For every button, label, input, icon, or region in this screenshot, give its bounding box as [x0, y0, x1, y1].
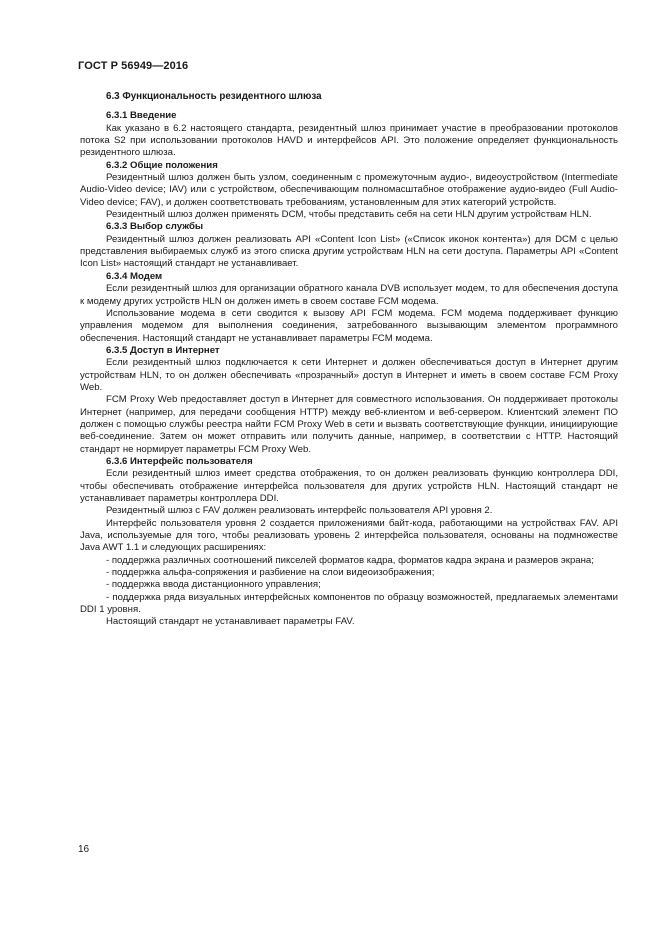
subsection-title-intro: 6.3.1 Введение	[106, 110, 177, 122]
list-item: - поддержка различных соотношений пикселей форматов кадра, форматов кадра экрана и размеров экрана;	[106, 554, 594, 566]
paragraph: Резидентный шлюз с FAV должен реализовать интерфейс пользователя API уровня 2.	[106, 505, 493, 517]
list-item: - поддержка ввода дистанционного управления;	[106, 579, 321, 591]
subsection-title-user-interface: 6.3.6 Интерфейс пользователя	[106, 455, 253, 467]
list-item: - поддержка альфа-сопряжения и разбиение на слои видеоизображения;	[106, 567, 435, 579]
subsection-title-modem: 6.3.4 Модем	[106, 270, 163, 282]
subsection-title-general: 6.3.2 Общие положения	[106, 159, 218, 171]
paragraph: Если резидентный шлюз имеет средства отображения, то он должен реализовать функцию контроллера DDI, чтобы обеспечивать отображение интерфейса пользователя для других устройств HLN. Настоящий стандарт не устанавливает параметры контроллера DDI.	[80, 468, 618, 504]
paragraph: Использование модема в сети сводится к вызову API FCM модема. FCM модема поддерживает функцию управления модемом для выполнения соединения, затребованного вызывающим элементом программного обеспечения. Настоящий стандарт не устанавливает параметры FCM модема.	[80, 307, 618, 344]
document-body	[80, 91, 618, 629]
paragraph: Резидентный шлюз должен применять DCM, чтобы представить себя на сети HLN другим устройствам HLN.	[106, 209, 592, 221]
paragraph: Резидентный шлюз должен реализовать API «Content Icon List» («Список иконок контента») для DCM с целью представления выбираемых служб из этого списка другим устройствам HLN на сети доступа. Параметры API «Content Icon List» настоящий стандарт не устанавливает.	[80, 233, 618, 270]
paragraph: Настоящий стандарт не устанавливает параметры FAV.	[106, 616, 355, 628]
section-title: 6.3 Функциональность резидентного шлюза	[106, 91, 322, 102]
subsection-title-internet-access: 6.3.5 Доступ в Интернет	[106, 344, 220, 356]
paragraph: Если резидентный шлюз подключается к сети Интернет и должен обеспечиваться доступ в Интернет другим устройствам HLN, то он должен обеспечивать «прозрачный» доступ в Интернет и иметь в своем составе FCM Proxy Web.	[80, 357, 618, 393]
paragraph: Если резидентный шлюз для организации обратного канала DVB использует модем, то для обеспечения доступа к модему других устройств HLN он должен иметь в своем составе FCM модема.	[80, 283, 618, 307]
paragraph: FCM Proxy Web предоставляет доступ в Интернет для совместного использования. Он поддерживает протоколы Интернет (например, для передачи сообщения HTTP) между веб-клиентом и веб-сервером. Клиентский элемент ПО должен с помощью службы реестра найти FCM Proxy Web в сети и вызвать соответствующие функции, инициирующие веб-соединение. Затем он может отправить или получить данные, например, в соответствии с HTTP. Настоящий стандарт не нормирует параметры FCM Proxy Web.	[80, 394, 618, 455]
document-header: ГОСТ Р 56949—2016	[78, 60, 189, 72]
paragraph: Как указано в 6.2 настоящего стандарта, резидентный шлюз принимает участие в преобразовании протоколов потока S2 при использовании протоколов HAVD и интерфейсов API. Это положение определяет функциональность резидентного шлюза.	[80, 122, 618, 159]
paragraph: Резидентный шлюз должен быть узлом, соединенным с промежуточным аудио-, видеоустройством (Intermediate Audio-Video device; IAV) или с устройством, обеспечивающим полномасштабное отображение аудио-видео (Full Audio-Video device; FAV), и должен соответствовать требованиям, установленным для этих категорий устройств.	[80, 172, 618, 208]
page-number: 16	[78, 844, 90, 855]
subsection-title-service-selection: 6.3.3 Выбор службы	[106, 221, 204, 233]
paragraph: Интерфейс пользователя уровня 2 создается приложениями байт-кода, работающими на устройствах FAV. API Java, используемые для того, чтобы реализовать уровень 2 интерфейса пользователя, основаны на подмножестве Java AWT 1.1 и следующих расширениях:	[80, 517, 618, 554]
list-item: - поддержка ряда визуальных интерфейсных компонентов по образцу возможностей, предлагаемых элементами DDI 1 уровня.	[80, 591, 618, 616]
